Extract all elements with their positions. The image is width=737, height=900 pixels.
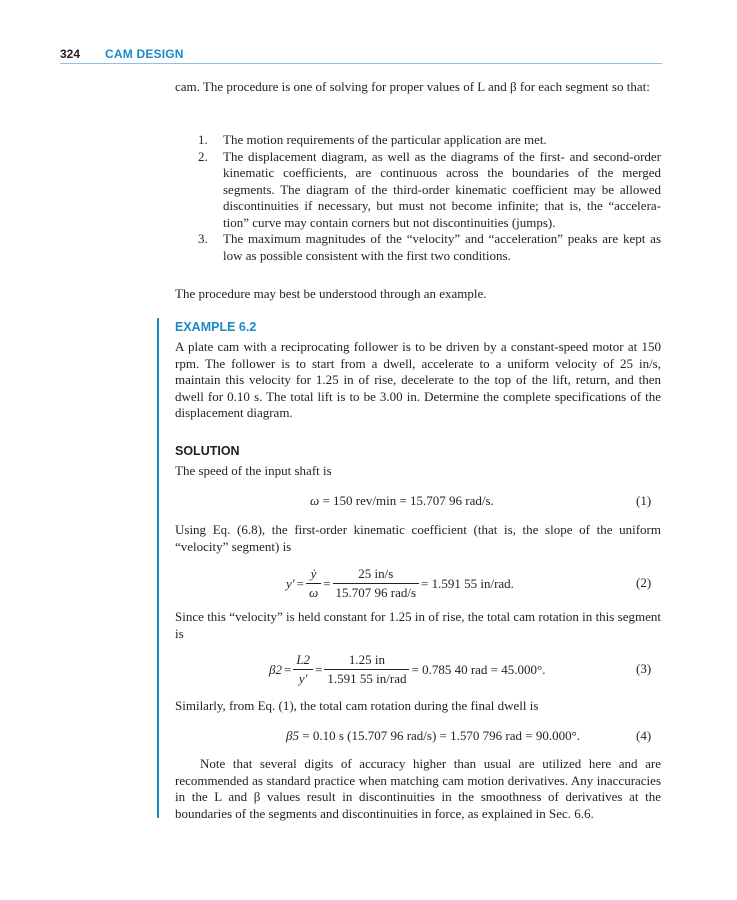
example-statement: A plate cam with a reciprocating follower is to be driven by a constant-speed motor at 150 rpm. The follower is to start from a dwell, accelerate to a uniform velocity of 25 in/s, maintain this velocity for 1.25 in of rise, decelerate to the top of the lift, return, and then dwell for 0.10 s. The total lift is to be 3.00 in. Determine the complete specifications of the displacement diagram.	[175, 339, 661, 420]
conditions-list	[198, 132, 661, 264]
equation-2-result: = 1.591 55 in/rad.	[421, 575, 514, 591]
running-head: CAM DESIGN	[105, 47, 184, 61]
since-paragraph: Since this “velocity” is held constant for 1.25 in of rise, the total cam rotation in this segment is	[175, 609, 661, 641]
page-header	[60, 43, 662, 64]
equation-3-result: = 0.785 40 rad = 45.000°.	[411, 661, 546, 677]
using-eq-paragraph: Using Eq. (6.8), the first-order kinematic coefficient (that is, the slope of the uniform “velocity” segment) is	[175, 522, 661, 554]
intro-paragraph: cam. The procedure is one of solving for proper values of L and β for each segment so that:	[175, 79, 650, 94]
equation-1	[310, 493, 494, 509]
example-sidebar-rule	[157, 318, 159, 818]
list-item	[198, 149, 661, 232]
equation-2-fraction-1: $\frac{\text{ẏ}}{\omega}$	[306, 566, 321, 601]
example-title: EXAMPLE 6.2	[175, 320, 257, 334]
equation-2-fraction-2: $\frac{25 in/s}{\text{15.707 96 rad/s}}$	[333, 566, 420, 601]
speed-intro-text: The speed of the input shaft is	[175, 463, 332, 478]
list-item-text: The motion requirements of the particular application are met.	[223, 132, 547, 147]
list-item	[198, 132, 661, 149]
procedure-paragraph: The procedure may best be understood through an example.	[175, 286, 487, 301]
equation-3-fraction-1: $\frac{L2}{y'}$	[293, 652, 313, 687]
solution-title: SOLUTION	[175, 444, 240, 458]
equation-3-number: (3)	[636, 661, 652, 676]
equation-4	[286, 728, 580, 744]
equation-2: y′ = $\frac{\text{ẏ}}{\omega}$ = $\frac{25 in/s}{\text{15.707 96 rad/s}}$ = 1.591 55 in/rad.	[286, 566, 514, 600]
list-item-number: 3.	[198, 231, 208, 246]
list-item-number: 2.	[198, 148, 208, 164]
similarly-paragraph: Similarly, from Eq. (1), the total cam rotation during the final dwell is	[175, 698, 539, 713]
equation-4-lhs: β5	[286, 728, 299, 743]
list-item-text: The displacement diagram, as well as the diagrams of the first- and second-order kinematic coefficients, are continuous across the boundaries of the merged segments. The diagram of the third-order kinematic coefficient may be allowed discontinuities if necessary, but must not become infinite; that is, the “accelera-tion” curve may contain corners but not discontinuities (jumps).	[223, 148, 661, 230]
equation-3-lhs: β2	[269, 661, 282, 677]
list-item	[198, 231, 661, 264]
equation-2-lhs: y′	[286, 575, 295, 591]
page-number: 324	[60, 47, 81, 61]
equation-1-rhs: = 150 rev/min = 15.707 96 rad/s.	[322, 493, 494, 508]
equation-3-fraction-2: $\frac{1.25 in}{\text{1.591 55 in/rad}}$	[324, 652, 409, 687]
equation-3: β2 = $\frac{L2}{y'}$ = $\frac{1.25 in}{\text{1.591 55 in/rad}}$ = 0.785 40 rad = 45.000°.	[269, 652, 546, 686]
equation-1-lhs: ω	[310, 493, 320, 508]
list-item-text: The maximum magnitudes of the “velocity” and “acceleration” peaks are kept as low as possible consistent with the first two conditions.	[223, 231, 661, 263]
equation-4-number: (4)	[636, 728, 652, 743]
note-paragraph: Note that several digits of accuracy higher than usual are utilized here and are recommended as standard practice when matching cam motion derivatives. Any inaccuracies in the L and β values result in discontinuities in the smoothness of derivatives at the boundaries of the segments and discontinuities in force, as explained in Sec. 6.6.	[175, 756, 661, 821]
equation-2-number: (2)	[636, 575, 652, 590]
equation-1-number: (1)	[636, 493, 652, 508]
list-item-number: 1.	[198, 132, 208, 147]
equation-4-rhs: = 0.10 s (15.707 96 rad/s) = 1.570 796 rad = 90.000°.	[302, 728, 581, 743]
